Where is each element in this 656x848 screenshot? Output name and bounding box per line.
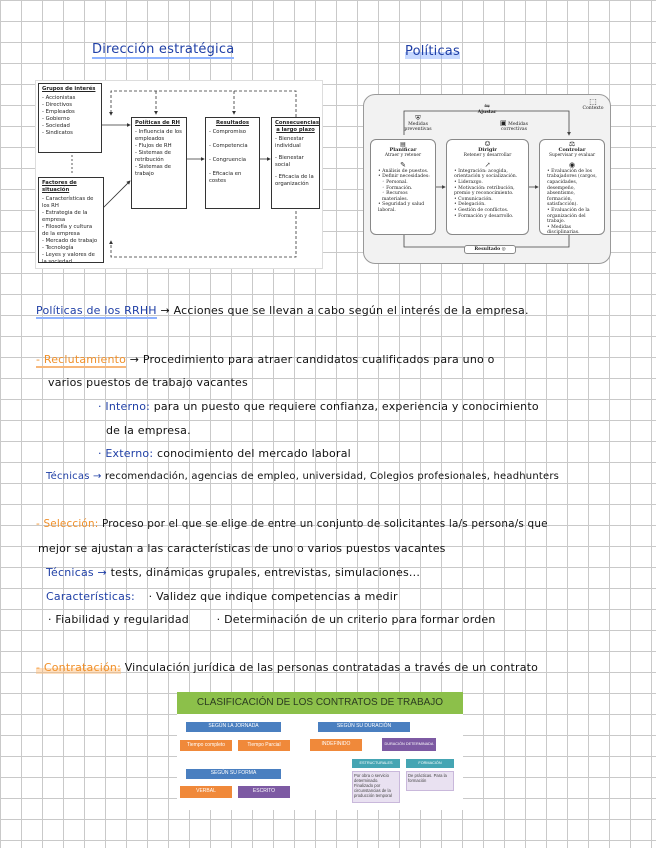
dirigir-box (446, 139, 529, 235)
contexto-label: ⬚ Contexto (580, 97, 606, 111)
list-item: - Eficacia en costes (209, 171, 242, 184)
tecnicas-seleccion-line (46, 566, 420, 579)
contratacion-line (36, 661, 538, 674)
caracteristicas-text-3: · Determinación de un criterio para formar orden (216, 613, 496, 626)
reclutamiento-label: - Reclutamiento (36, 353, 127, 366)
list-item: • Formación y desarrollo. (454, 213, 514, 219)
contracts-title: CLASIFICACIÓN DE LOS CONTRATOS DE TRABAJO (177, 692, 463, 714)
externo-label: · Externo: (98, 447, 154, 460)
medidas-preventivas-label: ⛨ Medidas preventivas (398, 115, 438, 133)
list-item: • Comunicación. (454, 196, 493, 202)
controlar-box (539, 139, 605, 235)
list-item: ◦ Recursos materiales. (382, 191, 409, 202)
heading-politicas: Políticas (405, 44, 460, 59)
list-item: - Empleados (42, 109, 75, 115)
list-item: ◦ Formación. (382, 185, 413, 191)
grupos-interes-box (38, 83, 102, 153)
escrito-box: ESCRITO (238, 786, 290, 798)
controlar-list (543, 169, 601, 236)
list-item: - Eficacia de la organización (275, 174, 314, 187)
clipboard-icon: ▤ (400, 141, 406, 148)
segun-duracion-box: SEGÚN SU DURACIÓN (318, 722, 410, 732)
tiempo-parcial-box: Tiempo Parcial (238, 740, 290, 751)
verbal-box: VERBAL (180, 786, 232, 798)
hr-cycle-diagram (363, 94, 611, 264)
planificar-title: Planificar (389, 146, 417, 153)
politicas-rrhh-label: Políticas de los RRHH (36, 304, 157, 317)
list-item: - Tecnología (42, 245, 74, 251)
tecnicas-label: Técnicas → (46, 471, 102, 482)
trend-arrow-icon: ↗ (484, 160, 491, 169)
hr-strategy-diagram (35, 80, 323, 269)
list-item: - Directivos (42, 102, 73, 108)
segun-forma-box: SEGÚN SU FORMA (186, 769, 281, 779)
list-item: - Sistemas de trabajo (135, 164, 171, 177)
estructurales-text-box: Por obra o servicio determinado. Finalizado por circunstancias de la producción temporal (352, 771, 400, 803)
dirigir-list (450, 169, 525, 219)
list-item: • Delegación. (454, 202, 486, 208)
reclutamiento-line-2: varios puestos de trabajo vacantes (48, 376, 248, 389)
resultados-list (209, 129, 256, 185)
interno-line (98, 400, 539, 413)
resultados-title: Resultados (215, 120, 250, 126)
resultado-label: Resultado ◎ (464, 245, 516, 254)
politicas-rh-box (131, 117, 187, 209)
duracion-determinada-box: DURACIÓN DETERMINADA (382, 738, 436, 751)
heading-direccion-estrategica: Dirección estratégica (92, 42, 235, 57)
sliders-icon: ⇋ (484, 102, 490, 110)
list-item: • Liderazgo. (454, 179, 483, 185)
list-item: • Evaluación de la organización del trabajo. (547, 207, 590, 225)
caracteristicas-text-2: · Fiabilidad y regularidad (48, 613, 189, 626)
shield-icon: ⛨ (415, 114, 421, 122)
list-item: - Competencia (209, 143, 248, 149)
list-item: - Sistemas de retribución (135, 150, 171, 163)
list-item: - Sociedad (42, 123, 70, 129)
interno-text: para un puesto que requiere confianza, experiencia y conocimiento (153, 400, 539, 413)
medidas-correctivas-label: ▣ Medidas correctivas (500, 119, 528, 133)
dirigir-subtitle: Retener y desarrollar (463, 153, 512, 159)
person-icon: ☺ (484, 140, 491, 148)
factores-title: Factores de situación (42, 180, 77, 193)
ajustar-label: ⇋ Ajustar (472, 103, 502, 115)
tecnicas-text: tests, dinámicas grupales, entrevistas, simulaciones... (110, 566, 421, 579)
tecnicas-reclutamiento-line (46, 471, 559, 482)
planificar-box (370, 139, 436, 235)
planificar-list (374, 169, 432, 214)
list-item: - Bienestar individual (275, 136, 304, 149)
seleccion-text: Proceso por el que se elige de entre un conjunto de solicitantes la/s persona/s que (102, 518, 548, 530)
list-item: - Flujos de RH (135, 143, 172, 149)
reclutamiento-line (36, 353, 495, 366)
list-item: • Definir necesidades: (378, 174, 430, 180)
estructurales-box: ESTRUCTURALES (352, 759, 400, 768)
list-item: • Seguridad y salud laboral. (378, 202, 425, 213)
grupos-title: Grupos de interés (42, 86, 96, 92)
politicas-title: Políticas de RH (135, 120, 180, 126)
list-item: • Análisis de puestos. (378, 168, 429, 174)
list-item: - Filosofía y cultura de la empresa (42, 224, 93, 237)
tiempo-completo-box: Tiempo completo (180, 740, 232, 751)
externo-text: conocimiento del mercado laboral (156, 447, 351, 460)
segun-jornada-box: SEGÚN LA JORNADA (186, 722, 281, 732)
politicas-rrhh-text: → Acciones que se llevan a cabo según el interés de la empresa. (160, 304, 529, 317)
frame-icon: ⬚ (589, 97, 597, 106)
interno-label: · Interno: (98, 400, 151, 413)
list-item: - Estrategia de la empresa (42, 210, 88, 223)
reclutamiento-text: → Procedimiento para atraer candidatos cualificados para uno o (129, 353, 495, 366)
list-item: - Mercado de trabajo (42, 238, 98, 244)
list-item: • Gestión de conflictos. (454, 207, 509, 213)
grupos-list (42, 95, 98, 137)
list-item: • Evaluación de los trabajadores (cargos, capacidades, desempeño, absentismo, formación, satisfacción). (547, 168, 597, 208)
eye-icon: ◉ (568, 160, 576, 169)
planificar-subtitle: Atraer y retener (384, 153, 422, 159)
list-item: • Medidas disciplinarias. (547, 224, 580, 236)
list-item: - Congruencia (209, 157, 247, 163)
formacion-box: FORMACIÓN (406, 759, 454, 768)
indefinido-box: INDEFINIDO (310, 739, 362, 751)
contract-classification-figure (177, 692, 463, 810)
list-item: - Sindicatos (42, 130, 73, 136)
factores-list (42, 196, 100, 266)
list-item: • Motivación: retribución, premio y reconocimiento. (454, 185, 515, 197)
formacion-text-box: De prácticas. Para la formación (406, 771, 454, 791)
factores-situacion-box (38, 177, 104, 263)
consecuencias-list (275, 136, 316, 188)
controlar-title: Controlar (558, 146, 586, 153)
caracteristicas-line-2 (48, 613, 496, 626)
seleccion-line-2: mejor se ajustan a las características de uno o varios puestos vacantes (38, 542, 446, 555)
politicas-rrhh-line (36, 304, 529, 317)
list-item: - Gobierno (42, 116, 70, 122)
scales-icon: ⚖ (568, 140, 576, 148)
caracteristicas-text: · Validez que indique competencias a medir (148, 590, 398, 603)
externo-line (98, 447, 351, 460)
list-item: - Accionistas (42, 95, 76, 101)
caracteristicas-line (46, 590, 398, 603)
seleccion-line (36, 518, 548, 530)
list-item: - Características de los RH (42, 196, 94, 209)
toolbox-icon: ▣ (500, 119, 507, 127)
list-item: - Influencia de los empleados (135, 129, 182, 142)
tecnicas-label: Técnicas → (46, 566, 107, 579)
list-item: - Compromiso (209, 129, 246, 135)
consecuencias-title: Consecuencias a largo plazo (275, 120, 319, 133)
list-item: - Bienestar social (275, 155, 304, 168)
list-item: - Leyes y valores de la sociedad (42, 252, 95, 265)
controlar-subtitle: Supervisar y evaluar (548, 153, 596, 159)
list-item: • Integración: acogida, orientación y socialización. (454, 168, 518, 180)
tecnicas-text: recomendación, agencias de empleo, universidad, Colegios profesionales, headhunters (104, 471, 560, 482)
target-icon: ◎ (501, 247, 506, 252)
contratacion-text: Vinculación jurídica de las personas contratadas a través de un contrato (124, 661, 539, 674)
caracteristicas-label: Características: (46, 590, 135, 603)
politicas-list (135, 129, 183, 178)
contratacion-label: - Contratación: (36, 661, 121, 674)
seleccion-label: - Selección: (36, 518, 99, 530)
dirigir-title: Dirigir (478, 146, 497, 153)
interno-line-2: de la empresa. (106, 424, 191, 437)
resultados-box (205, 117, 260, 209)
consecuencias-box (271, 117, 320, 209)
pencil-check-icon: ✎ (400, 160, 406, 169)
list-item: ◦ Personal. (382, 179, 408, 185)
